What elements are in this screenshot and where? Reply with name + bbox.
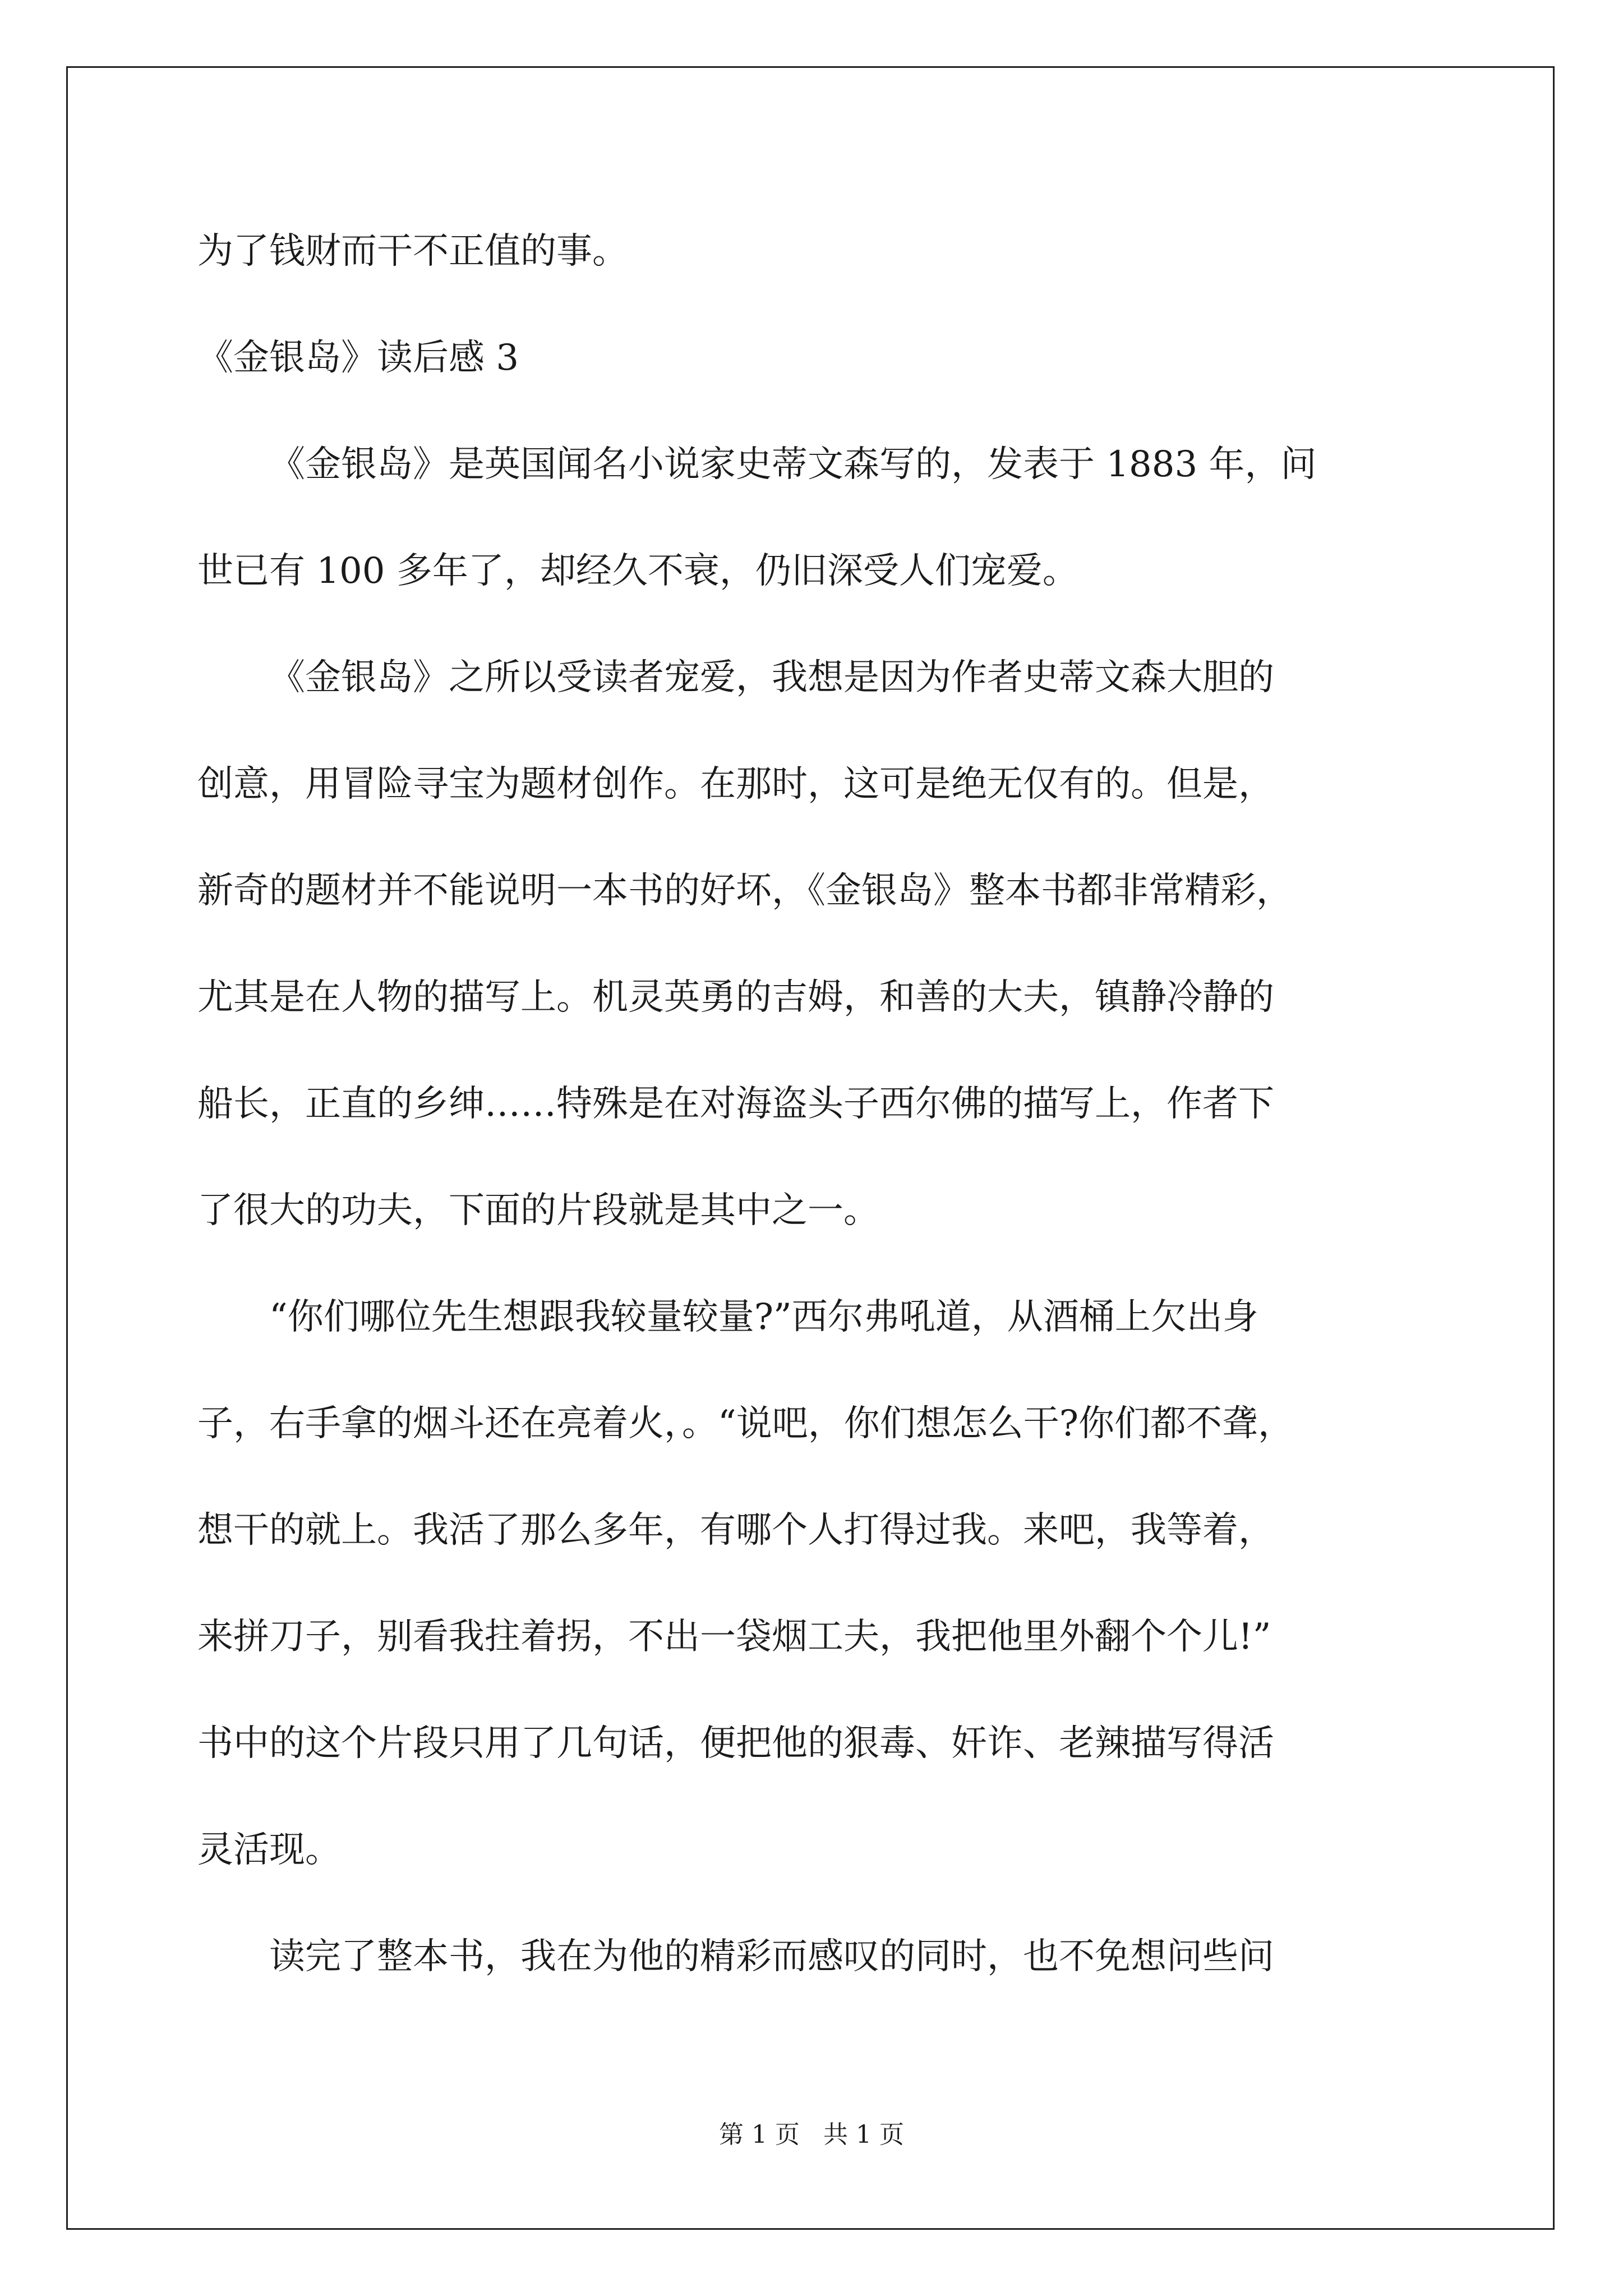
text-line: 为了钱财而干不正值的事。	[197, 231, 628, 272]
text-line: 新奇的题材并不能说明一本书的好坏，《金银岛》整本书都非常精彩，	[197, 870, 1292, 912]
text-line: 读完了整本书，我在为他的精彩而感叹的同时，也不免想问些问	[269, 1936, 1274, 1977]
text-line: 尤其是在人物的描写上。机灵英勇的吉姆，和善的大夫，镇静冷静的	[197, 977, 1274, 1018]
text-line: 创意，用冒险寻宝为题材创作。在那时，这可是绝无仅有的。但是，	[197, 763, 1274, 805]
text-line: 灵活现。	[197, 1829, 341, 1871]
text-line: 来拼刀子，别看我拄着拐，不出一袋烟工夫，我把他里外翻个个儿!”	[197, 1616, 1271, 1658]
text-line: 船长，正直的乡绅……特殊是在对海盗头子西尔佛的描写上，作者下	[197, 1083, 1274, 1125]
text-line: 想干的就上。我活了那么多年，有哪个人打得过我。来吧，我等着，	[197, 1510, 1274, 1551]
text-line: 子，右手拿的烟斗还在亮着火，。“说吧，你们想怎么干?你们都不聋，	[197, 1403, 1294, 1444]
text-line: 书中的这个片段只用了几句话，便把他的狠毒、奸诈、老辣描写得活	[197, 1723, 1274, 1764]
text-line: 世已有 100 多年了，却经久不衰，仍旧深受人们宠爱。	[197, 550, 1078, 592]
text-line: “你们哪位先生想跟我较量较量?”西尔弗吼道，从酒桶上欠出身	[269, 1296, 1258, 1338]
page-number-footer: 第 1 页 共 1 页	[719, 2120, 904, 2149]
page-border	[66, 66, 1555, 2230]
text-line: 了很大的功夫，下面的片段就是其中之一。	[197, 1190, 879, 1231]
section-heading: 《金银岛》读后感 3	[197, 337, 519, 379]
text-line: 《金银岛》之所以受读者宠爱，我想是因为作者史蒂文森大胆的	[269, 657, 1274, 698]
text-line: 《金银岛》是英国闻名小说家史蒂文森写的，发表于 1883 年，问	[269, 444, 1317, 485]
